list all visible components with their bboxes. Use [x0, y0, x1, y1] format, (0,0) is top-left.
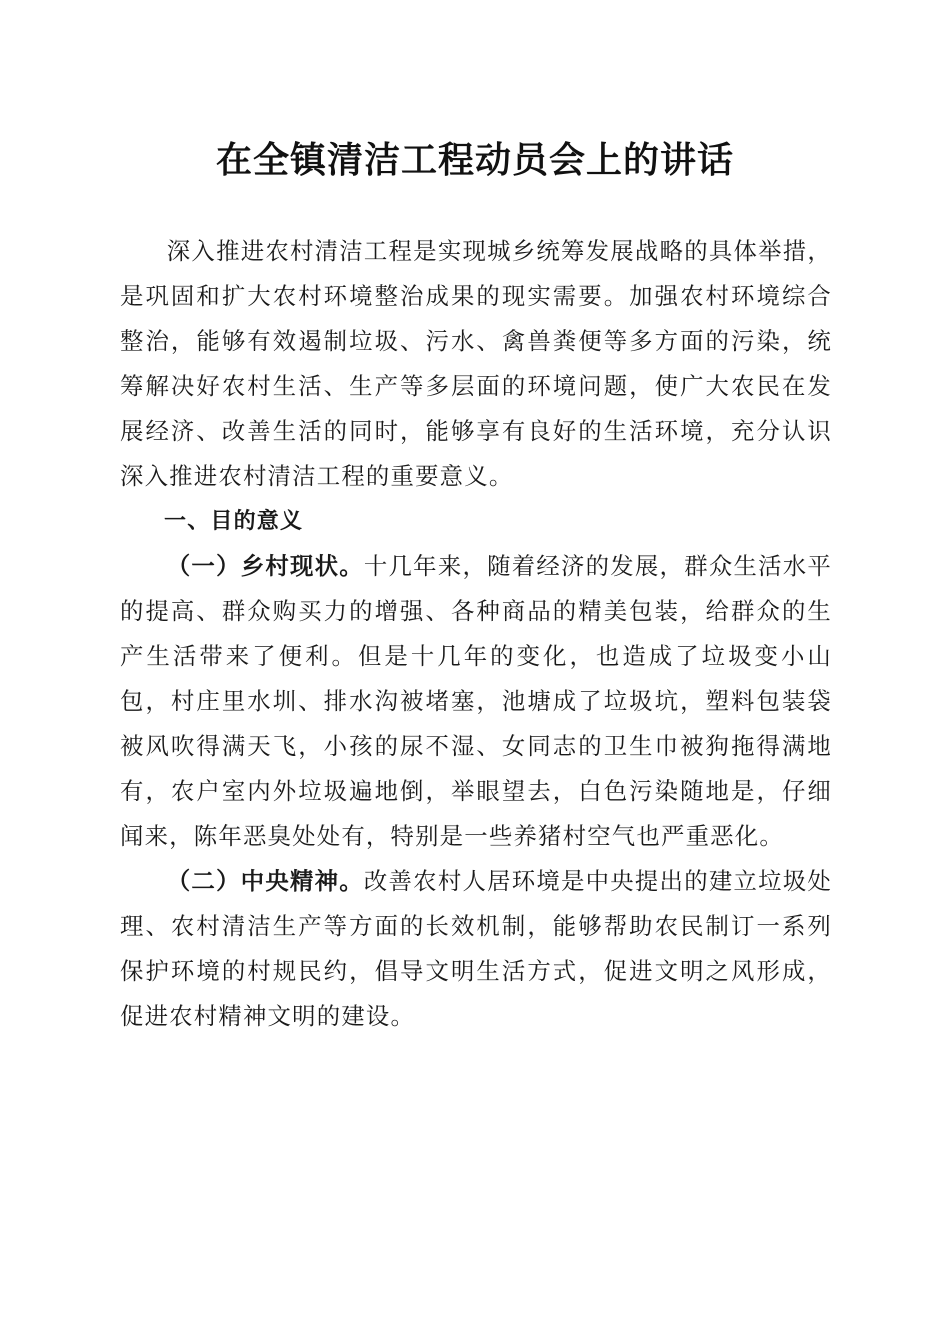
subsection-1-paragraph	[120, 544, 832, 859]
document-body	[120, 229, 832, 1039]
document-title: 在全镇清洁工程动员会上的讲话	[215, 139, 734, 181]
subsection-2-lead: （二）中央精神。	[166, 867, 364, 895]
subsection-2-text: 改善农村人居环境是中央提出的建立垃圾处理、农村清洁生产等方面的长效机制，能够帮助农民制订一系列保护环境的村规民约，倡导文明生活方式，促进文明之风形成，促进农村精神文明的建设。	[120, 867, 832, 1030]
intro-paragraph: 深入推进农村清洁工程是实现城乡统筹发展战略的具体举措，是巩固和扩大农村环境整治成果的现实需要。加强农村环境综合整治，能够有效遏制垃圾、污水、禽兽粪便等多方面的污染，统筹解决好农村生活、生产等多层面的环境问题，使广大农民在发展经济、改善生活的同时，能够享有良好的生活环境，充分认识深入推进农村清洁工程的重要意义。	[120, 237, 832, 490]
section-heading: 一、目的意义	[164, 509, 304, 534]
subsection-2-paragraph	[120, 859, 832, 1039]
subsection-1-text: 十几年来，随着经济的发展，群众生活水平的提高、群众购买力的增强、各种商品的精美包装，给群众的生产生活带来了便利。但是十几年的变化，也造成了垃圾变小山包，村庄里水圳、排水沟被堵塞，池塘成了垃圾坑，塑料包装袋被风吹得满天飞，小孩的尿不湿、女同志的卫生巾被狗拖得满地有，农户室内外垃圾遍地倒，举眼望去，白色污染随地是，仔细闻来，陈年恶臭处处有，特别是一些养猪村空气也严重恶化。	[120, 552, 832, 850]
subsection-1-lead: （一）乡村现状。	[166, 552, 364, 580]
